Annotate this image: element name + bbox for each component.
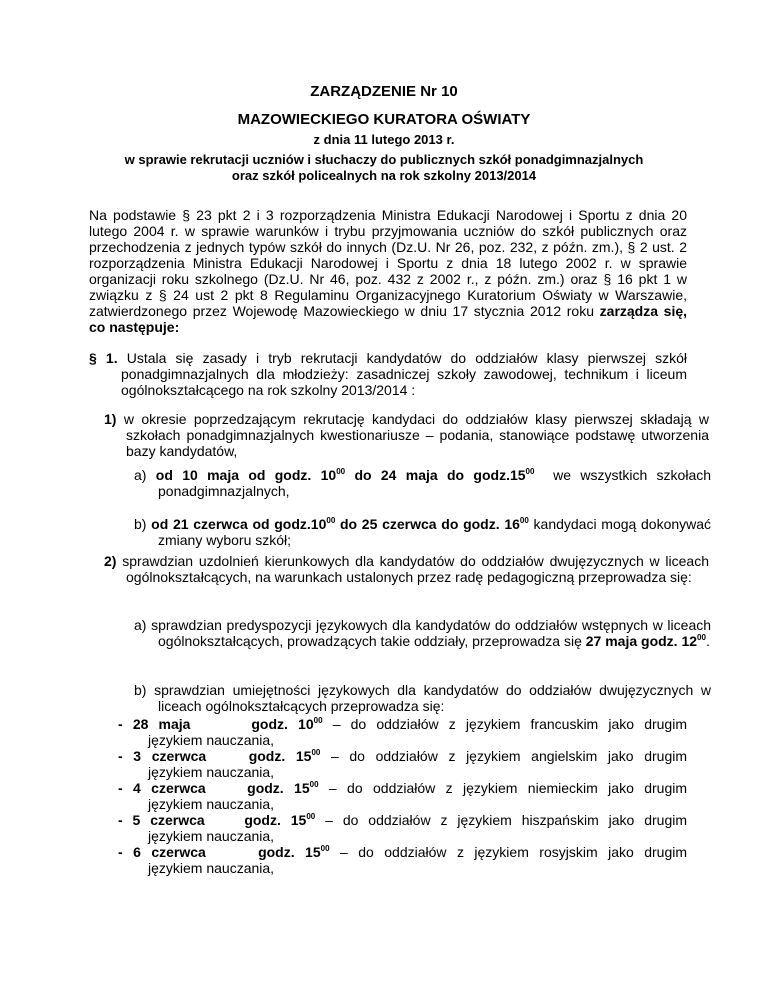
schedule-entry xyxy=(118,780,687,812)
document-date: z dnia 11 lutego 2013 r. xyxy=(313,132,455,147)
item-1a xyxy=(134,467,711,499)
document-title: ZARZĄDZENIE Nr 10 xyxy=(310,83,458,100)
item-2b-text: sprawdzian umiejętności językowych dla kandydatów do oddziałów dwujęzycznych w liceach ogólnokształcących przeprowadza się: xyxy=(154,682,711,714)
schedule-text: – do oddziałów z językiem niemieckim jako drugim xyxy=(328,780,688,796)
item-1a-end: do 24 maja do $godz.15^{00}$ xyxy=(354,467,535,483)
item-1a-start: od 10 maja od godz. $10^{00}$ xyxy=(155,467,346,483)
schedule-date: - 3 czerwca xyxy=(118,748,207,764)
section-1-text: Ustala się zasady i tryb rekrutacji kandydatów do oddziałów klasy pierwszej szkół ponadgimnazjalnych dla młodzieży: zasadniczej szkoły zawodowej, technikum i liceum ogólnokształcącego na rok szkolny 2013/2014 : xyxy=(121,350,687,398)
item-1b xyxy=(134,516,711,548)
schedule-continuation: językiem nauczania, xyxy=(148,860,275,876)
issuing-authority: MAZOWIECKIEGO KURATORA OŚWIATY xyxy=(237,111,531,128)
item-2a-text: sprawdzian predyspozycji językowych dla kandydatów do oddziałów wstępnych w liceach ogólnokształcących, prowadzących takie oddziały, przeprowadza się xyxy=(151,617,712,649)
schedule-entry xyxy=(118,748,687,780)
item-1-text: w okresie poprzedzającym rekrutację kandydaci do oddziałów klasy pierwszej składają w szkołach ponadgimnazjalnych kwestionariusze – podania, stanowiące podstawę utworzenia bazy kandydatów, xyxy=(123,411,709,459)
item-1b-end: do 25 czerwca do godz. $16^{00}$ xyxy=(340,516,529,532)
legal-basis-text: Na podstawie § 23 pkt 2 i 3 rozporządzenia Ministra Edukacji Narodowej i Sportu z dnia 20 lutego 2004 r. w sprawie warunków i trybu przyjmowania uczniów do szkół publicznych oraz przechodzenia z jednych typów szkół do innych (Dz.U. Nr 26, poz. 232, z późn. zm.), § 2 ust. 2 rozporządzenia Ministra Edukacji Narodowej i Sportu z dnia 18 lutego 2002 r. w sprawie organizacji roku szkolnego (Dz.U. Nr 46, poz. 432 z 2002 r., z późn. zm.) oraz § 16 pkt 1 w związku z § 24 ust 2 pkt 8 Regulaminu Organizacyjnego Kuratorium Oświaty w Warszawie, zatwierdzonego przez Wojewodę Mazowieckiego w dniu 17 stycznia 2012 roku xyxy=(89,207,687,319)
schedule-entry xyxy=(118,844,687,876)
item-2a-label: a) xyxy=(134,617,147,633)
schedule-date: - 28 maja xyxy=(118,716,191,732)
legal-basis-paragraph xyxy=(89,207,687,335)
schedule-continuation: językiem nauczania, xyxy=(148,732,275,748)
schedule-continuation: językiem nauczania, xyxy=(148,828,275,844)
schedule-time: godz. $15^{00}$ xyxy=(247,780,319,796)
item-1b-start: od 21 czerwca od $godz.10^{00}$ xyxy=(151,516,336,532)
item-2b-label: b) xyxy=(134,682,147,698)
item-2a-date: 27 maja godz. $12^{00}$ xyxy=(585,633,706,649)
item-1a-text: we wszystkich szkołach ponadgimnazjalnych, xyxy=(158,467,712,499)
item-1b-text: kandydaci mogą dokonywać zmiany wyboru szkół; xyxy=(158,516,712,548)
schedule-date: - 4 czerwca xyxy=(118,780,206,796)
section-1-label: § 1. xyxy=(89,350,118,366)
schedule-date: - 5 czerwca xyxy=(118,812,205,828)
subject-line-2: oraz szkół policealnych na rok szkolny 2013/2014 xyxy=(231,168,537,183)
schedule-time: godz. $15^{00}$ xyxy=(258,844,330,860)
item-1b-label: b) xyxy=(134,516,147,532)
schedule-text: – do oddziałów z językiem angielskim jako drugim xyxy=(330,748,688,764)
schedule-time: godz. $10^{00}$ xyxy=(251,716,323,732)
schedule-text: – do oddziałów z językiem hiszpańskim jako drugim xyxy=(325,812,688,828)
schedule-text: – do oddziałów z językiem francuskim jako drugim xyxy=(332,716,687,732)
document-subject xyxy=(0,152,768,184)
item-2-text: sprawdzian uzdolnień kierunkowych dla kandydatów do oddziałów dwujęzycznych w liceach ogólnokształcących, na warunkach ustalonych przez radę pedagogiczną przeprowadza się: xyxy=(122,553,709,585)
item-2-label: 2) xyxy=(104,553,117,569)
schedule-entry xyxy=(118,716,687,748)
item-1 xyxy=(104,411,709,459)
enactment-clause: zarządza się, co następuje: xyxy=(89,303,688,335)
subject-line-1: w sprawie rekrutacji uczniów i słuchaczy do publicznych szkół ponadgimnazjalnych xyxy=(124,152,644,167)
schedule-date: - 6 czerwca xyxy=(118,844,206,860)
section-1 xyxy=(89,350,687,398)
item-1-label: 1) xyxy=(104,411,117,427)
item-1a-label: a) xyxy=(134,467,147,483)
schedule-continuation: językiem nauczania, xyxy=(148,796,275,812)
schedule-time: godz. $15^{00}$ xyxy=(248,748,321,764)
item-2b xyxy=(134,682,711,714)
item-2a: a) sprawdzian predyspozycji językowych dla kandydatów do oddziałów wstępnych w liceach ogólnokształcących, prowadzących takie oddziały, przeprowadza się 27 maja godz. $12^{00}$. xyxy=(134,617,712,649)
schedule-time: godz. $15^{00}$ xyxy=(244,812,316,828)
language-test-schedule xyxy=(118,716,687,876)
item-2 xyxy=(104,553,709,585)
schedule-continuation: językiem nauczania, xyxy=(148,764,275,780)
schedule-entry xyxy=(118,812,687,844)
schedule-text: – do oddziałów z językiem rosyjskim jako drugim xyxy=(340,844,688,860)
